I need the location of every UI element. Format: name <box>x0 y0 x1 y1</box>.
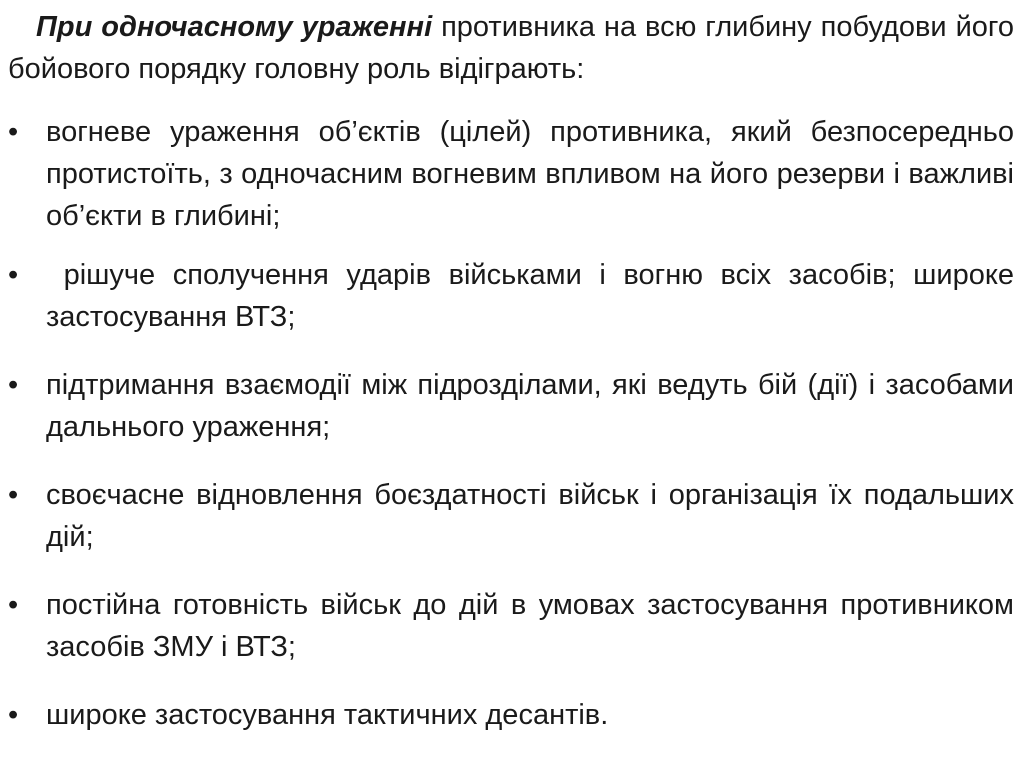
bullet-icon: • <box>8 369 19 401</box>
list-item-text: підтримання взаємодії між підрозділами, які ведуть бій (дії) і засобами дальнього ураження; <box>46 369 1014 443</box>
list-item-text: своєчасне відновлення боєздатності військ і організація їх подальших дій; <box>46 479 1014 553</box>
intro-paragraph <box>8 6 1014 90</box>
intro-lead: При одночасному ураженні <box>36 11 433 43</box>
list-item-text: широке застосування тактичних десантів. <box>46 699 609 731</box>
intro-text: противника на всю глибину побудови його бойового порядку головну роль відіграють: <box>8 11 1014 85</box>
list-item <box>8 474 1014 558</box>
bullet-icon: • <box>8 699 19 731</box>
bullet-icon: • <box>8 589 19 621</box>
list-item <box>8 364 1014 448</box>
bullet-icon: • <box>8 116 19 148</box>
list-item-text: постійна готовність військ до дій в умовах застосування противником засобів ЗМУ і ВТЗ; <box>46 589 1014 663</box>
list-item-text: рішуче сполучення ударів військами і вогню всіх засобів; широке застосування ВТЗ; <box>46 259 1023 333</box>
bullet-icon: • <box>8 259 19 291</box>
list-item <box>8 694 1014 736</box>
list-item <box>8 111 1014 237</box>
list-item-text: вогневе ураження об’єктів (цілей) противника, який безпосередньо протистоїть, з одночасним вогневим впливом на його резерви і важливі об’єкти в глибині; <box>46 116 1014 232</box>
list-item <box>8 254 1023 338</box>
list-item <box>8 584 1014 668</box>
bullet-icon: • <box>8 479 19 511</box>
